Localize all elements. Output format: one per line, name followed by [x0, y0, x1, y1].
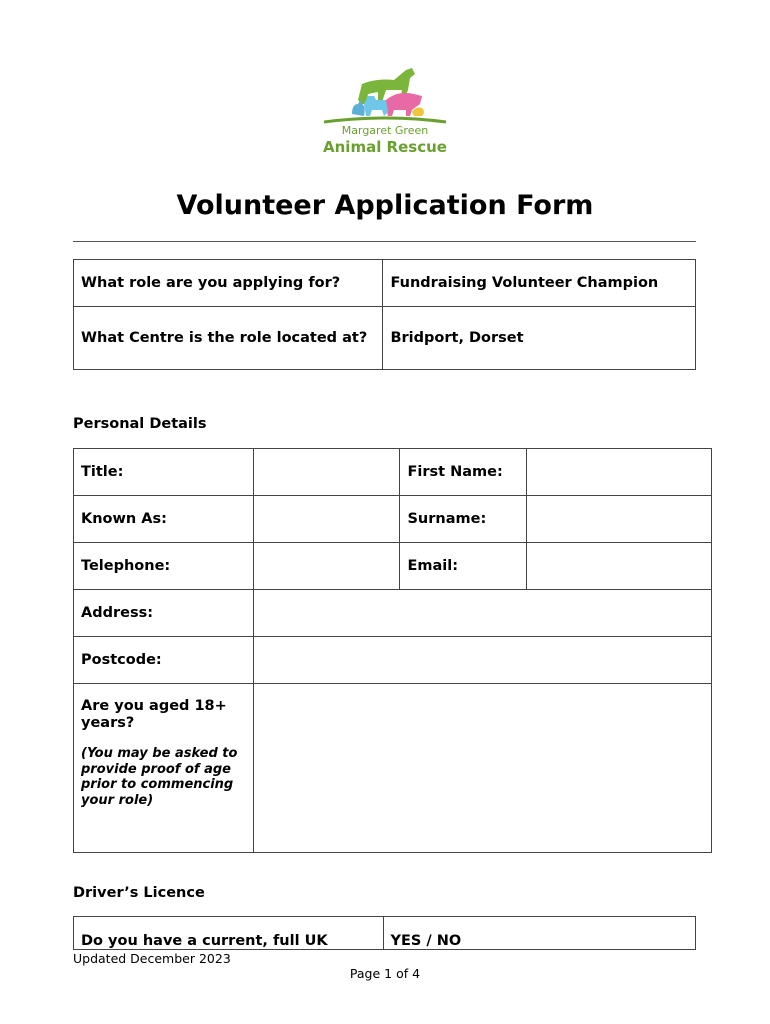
role-field[interactable]: Fundraising Volunteer Champion [383, 260, 696, 307]
telephone-field[interactable] [253, 543, 400, 590]
address-field[interactable] [253, 590, 711, 637]
table-row [74, 684, 712, 853]
role-label: What role are you applying for? [74, 260, 383, 307]
personal-details-table [73, 448, 712, 853]
table-row [74, 637, 712, 684]
postcode-field[interactable] [253, 637, 711, 684]
known-as-field[interactable] [253, 496, 400, 543]
role-table [73, 259, 696, 370]
table-row [74, 543, 712, 590]
logo-line-1: Margaret Green [341, 124, 429, 137]
licence-table [73, 916, 696, 950]
title-label: Title: [74, 449, 254, 496]
surname-field[interactable] [527, 496, 712, 543]
table-row [74, 449, 712, 496]
postcode-label: Postcode: [74, 637, 254, 684]
centre-field[interactable]: Bridport, Dorset [383, 307, 696, 370]
centre-label: What Centre is the role located at? [74, 307, 383, 370]
title-divider [73, 241, 696, 242]
table-row [74, 260, 696, 307]
email-field[interactable] [527, 543, 712, 590]
updated-date: Updated December 2023 [73, 951, 231, 966]
table-row [74, 496, 712, 543]
known-as-label: Known As: [74, 496, 254, 543]
logo-line-2: Animal Rescue [323, 138, 447, 156]
table-row [74, 917, 696, 950]
first-name-field[interactable] [527, 449, 712, 496]
age-cell [74, 684, 254, 853]
surname-label: Surname: [400, 496, 527, 543]
page-title: Volunteer Application Form [176, 190, 594, 221]
table-row [74, 307, 696, 370]
email-label: Email: [400, 543, 527, 590]
address-label: Address: [74, 590, 254, 637]
title-field[interactable] [253, 449, 400, 496]
age-note: (You may be asked to provide proof of age prior to commencing your role) [81, 746, 238, 808]
licence-answer-field[interactable]: YES / NO [383, 917, 695, 950]
licence-question: Do you have a current, full UK [74, 917, 384, 950]
animal-silhouettes-icon [316, 60, 454, 124]
telephone-label: Telephone: [74, 543, 254, 590]
first-name-label: First Name: [400, 449, 527, 496]
age-question: Are you aged 18+ years? [81, 698, 227, 731]
age-field[interactable] [253, 684, 711, 853]
table-row [74, 590, 712, 637]
drivers-licence-heading: Driver’s Licence [73, 885, 205, 901]
logo [316, 60, 454, 160]
personal-details-heading: Personal Details [73, 416, 207, 432]
page-number: Page 1 of 4 [349, 966, 421, 981]
